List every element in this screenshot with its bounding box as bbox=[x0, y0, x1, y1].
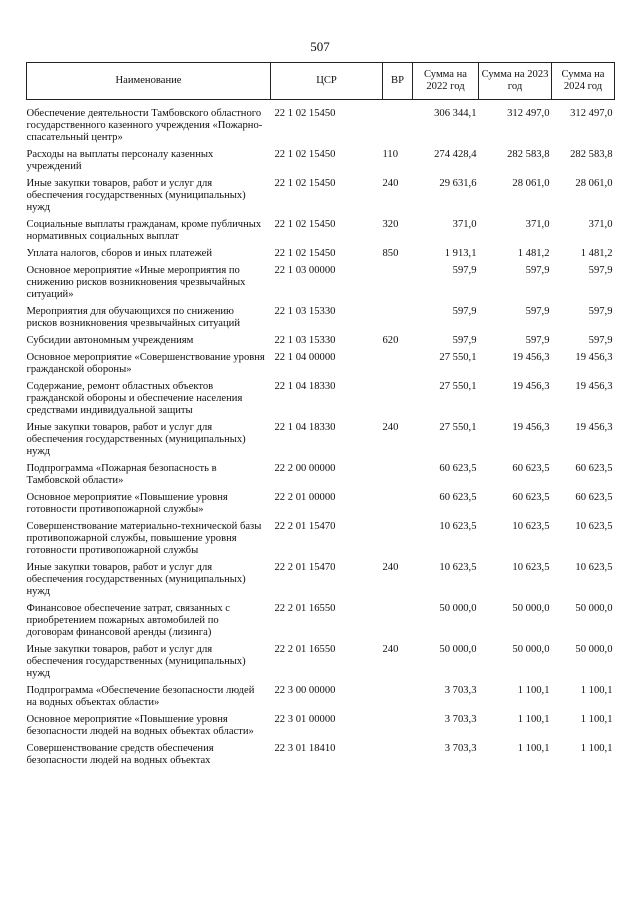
cell-sum-2023: 597,9 bbox=[525, 306, 550, 317]
cell-vr bbox=[383, 306, 413, 335]
cell-vr: 320 bbox=[382, 219, 399, 230]
cell-sum-2022: 29 631,6 bbox=[439, 178, 477, 189]
cell-sum-2022: 306 344,1 bbox=[434, 108, 477, 119]
cell-name: Субсидии автономным учреждениям bbox=[26, 335, 194, 346]
cell-vr bbox=[383, 100, 413, 150]
cell-sum-2022: 597,9 bbox=[452, 306, 477, 317]
table-row bbox=[27, 100, 615, 150]
cell-name: Основное мероприятие «Совершенствование уровня гражданской обороны» bbox=[26, 352, 265, 375]
cell-name: Финансовое обеспечение затрат, связанных с приобретением пожарных автомобилей по договорам финансовой аренды (лизинга) bbox=[26, 603, 230, 638]
cell-sum-2023: 19 456,3 bbox=[512, 352, 550, 363]
cell-csr: 22 2 01 16550 bbox=[274, 644, 336, 655]
cell-sum-2022: 50 000,0 bbox=[439, 603, 477, 614]
cell-vr: 240 bbox=[382, 562, 399, 573]
cell-sum-2024: 1 481,2 bbox=[580, 248, 613, 259]
header-vr: ВР bbox=[383, 63, 413, 100]
cell-sum-2024: 371,0 bbox=[588, 219, 613, 230]
cell-sum-2024: 28 061,0 bbox=[575, 178, 613, 189]
cell-vr bbox=[383, 352, 413, 381]
cell-sum-2022: 27 550,1 bbox=[439, 352, 477, 363]
cell-csr: 22 2 01 15470 bbox=[274, 562, 336, 573]
cell-sum-2023: 50 000,0 bbox=[512, 603, 550, 614]
header-name: Наименование bbox=[27, 63, 271, 100]
cell-vr: 620 bbox=[382, 335, 399, 346]
cell-csr: 22 3 01 18410 bbox=[274, 743, 336, 754]
table-row bbox=[27, 685, 615, 714]
cell-name: Расходы на выплаты персоналу казенных учреждений bbox=[26, 149, 214, 172]
table-row bbox=[27, 521, 615, 562]
cell-sum-2023: 50 000,0 bbox=[512, 644, 550, 655]
cell-name: Социальные выплаты гражданам, кроме публичных нормативных социальных выплат bbox=[26, 219, 262, 242]
cell-sum-2022: 597,9 bbox=[452, 335, 477, 346]
page-number: 507 bbox=[310, 39, 330, 54]
cell-sum-2023: 10 623,5 bbox=[512, 562, 550, 573]
cell-sum-2022: 50 000,0 bbox=[439, 644, 477, 655]
cell-name: Подпрограмма «Пожарная безопасность в Тамбовской области» bbox=[26, 463, 217, 486]
cell-sum-2024: 19 456,3 bbox=[575, 422, 613, 433]
cell-sum-2023: 282 583,8 bbox=[507, 149, 550, 160]
cell-vr bbox=[383, 603, 413, 644]
cell-vr: 240 bbox=[382, 644, 399, 655]
cell-sum-2022: 10 623,5 bbox=[439, 562, 477, 573]
cell-vr: 240 bbox=[382, 422, 399, 433]
cell-vr bbox=[383, 381, 413, 422]
cell-sum-2023: 1 100,1 bbox=[517, 714, 550, 725]
cell-vr bbox=[383, 685, 413, 714]
cell-sum-2024: 50 000,0 bbox=[575, 603, 613, 614]
cell-sum-2022: 1 913,1 bbox=[444, 248, 477, 259]
table-row bbox=[27, 422, 615, 463]
cell-name: Основное мероприятие «Иные мероприятия по снижению рисков возникновения чрезвычайных ситуаций» bbox=[26, 265, 246, 300]
cell-sum-2024: 10 623,5 bbox=[575, 562, 613, 573]
cell-sum-2024: 597,9 bbox=[588, 335, 613, 346]
cell-sum-2023: 1 100,1 bbox=[517, 743, 550, 754]
header-year-2022: Сумма на 2022 год bbox=[413, 63, 479, 100]
cell-sum-2022: 3 703,3 bbox=[444, 714, 477, 725]
cell-csr: 22 3 00 00000 bbox=[274, 685, 336, 696]
cell-csr: 22 1 03 15330 bbox=[274, 335, 336, 346]
cell-vr bbox=[383, 265, 413, 306]
table-row bbox=[27, 603, 615, 644]
cell-sum-2023: 19 456,3 bbox=[512, 422, 550, 433]
cell-sum-2022: 274 428,4 bbox=[434, 149, 477, 160]
cell-name: Обеспечение деятельности Тамбовского областного государственного казенного учреждения «Пожарно-спасательный центр» bbox=[26, 108, 263, 143]
table-row bbox=[27, 463, 615, 492]
cell-sum-2022: 60 623,5 bbox=[439, 492, 477, 503]
cell-vr bbox=[383, 714, 413, 743]
cell-vr bbox=[383, 492, 413, 521]
table-row bbox=[27, 381, 615, 422]
cell-csr: 22 1 04 18330 bbox=[274, 422, 336, 433]
cell-sum-2023: 597,9 bbox=[525, 265, 550, 276]
cell-vr bbox=[383, 743, 413, 772]
cell-name: Подпрограмма «Обеспечение безопасности людей на водных объектах области» bbox=[26, 685, 255, 708]
table-row bbox=[27, 219, 615, 248]
header-year-2023: Сумма на 2023 год bbox=[479, 63, 552, 100]
cell-sum-2024: 312 497,0 bbox=[570, 108, 613, 119]
cell-sum-2024: 282 583,8 bbox=[570, 149, 613, 160]
cell-name: Совершенствование средств обеспечения безопасности людей на водных объектах bbox=[26, 743, 214, 766]
cell-csr: 22 1 03 00000 bbox=[274, 265, 336, 276]
cell-sum-2024: 1 100,1 bbox=[580, 714, 613, 725]
cell-name: Иные закупки товаров, работ и услуг для обеспечения государственных (муниципальных) нужд bbox=[26, 422, 246, 457]
cell-csr: 22 1 04 00000 bbox=[274, 352, 336, 363]
cell-sum-2022: 27 550,1 bbox=[439, 381, 477, 392]
cell-sum-2023: 10 623,5 bbox=[512, 521, 550, 532]
cell-sum-2023: 597,9 bbox=[525, 335, 550, 346]
cell-sum-2023: 371,0 bbox=[525, 219, 550, 230]
table-row bbox=[27, 248, 615, 265]
cell-csr: 22 1 02 15450 bbox=[274, 149, 336, 160]
cell-name: Основное мероприятие «Повышение уровня готовности противопожарной службы» bbox=[26, 492, 228, 515]
cell-sum-2024: 50 000,0 bbox=[575, 644, 613, 655]
cell-csr: 22 1 04 18330 bbox=[274, 381, 336, 392]
cell-sum-2024: 60 623,5 bbox=[575, 492, 613, 503]
cell-csr: 22 3 01 00000 bbox=[274, 714, 336, 725]
cell-sum-2024: 1 100,1 bbox=[580, 685, 613, 696]
cell-sum-2023: 60 623,5 bbox=[512, 492, 550, 503]
cell-sum-2022: 27 550,1 bbox=[439, 422, 477, 433]
table-body bbox=[27, 100, 615, 773]
cell-sum-2023: 1 100,1 bbox=[517, 685, 550, 696]
cell-name: Иные закупки товаров, работ и услуг для обеспечения государственных (муниципальных) нужд bbox=[26, 178, 246, 213]
cell-sum-2022: 3 703,3 bbox=[444, 685, 477, 696]
cell-name: Иные закупки товаров, работ и услуг для обеспечения государственных (муниципальных) нужд bbox=[26, 644, 246, 679]
table-row bbox=[27, 149, 615, 178]
cell-name: Иные закупки товаров, работ и услуг для обеспечения государственных (муниципальных) нужд bbox=[26, 562, 246, 597]
cell-name: Уплата налогов, сборов и иных платежей bbox=[26, 248, 213, 259]
table-row bbox=[27, 178, 615, 219]
cell-vr bbox=[383, 521, 413, 562]
cell-csr: 22 2 01 15470 bbox=[274, 521, 336, 532]
cell-sum-2024: 597,9 bbox=[588, 306, 613, 317]
cell-sum-2022: 597,9 bbox=[452, 265, 477, 276]
cell-csr: 22 1 02 15450 bbox=[274, 178, 336, 189]
cell-sum-2022: 10 623,5 bbox=[439, 521, 477, 532]
cell-sum-2024: 19 456,3 bbox=[575, 381, 613, 392]
cell-sum-2022: 371,0 bbox=[452, 219, 477, 230]
header-csr: ЦСР bbox=[271, 63, 383, 100]
cell-csr: 22 1 02 15450 bbox=[274, 108, 336, 119]
cell-sum-2022: 3 703,3 bbox=[444, 743, 477, 754]
cell-sum-2023: 19 456,3 bbox=[512, 381, 550, 392]
cell-csr: 22 2 01 16550 bbox=[274, 603, 336, 614]
table-row bbox=[27, 492, 615, 521]
cell-vr: 240 bbox=[382, 178, 399, 189]
cell-sum-2023: 1 481,2 bbox=[517, 248, 550, 259]
budget-table bbox=[26, 62, 615, 772]
cell-vr bbox=[383, 463, 413, 492]
table-row bbox=[27, 644, 615, 685]
cell-vr: 110 bbox=[382, 149, 398, 160]
cell-name: Содержание, ремонт областных объектов гражданской обороны и обеспечение населения средствами индивидуальной защиты bbox=[26, 381, 243, 416]
cell-csr: 22 1 02 15450 bbox=[274, 248, 336, 259]
cell-sum-2024: 597,9 bbox=[588, 265, 613, 276]
cell-sum-2024: 10 623,5 bbox=[575, 521, 613, 532]
cell-vr: 850 bbox=[382, 248, 399, 259]
table-row bbox=[27, 743, 615, 772]
cell-sum-2024: 19 456,3 bbox=[575, 352, 613, 363]
table-row bbox=[27, 306, 615, 335]
cell-sum-2023: 60 623,5 bbox=[512, 463, 550, 474]
cell-sum-2023: 28 061,0 bbox=[512, 178, 550, 189]
table-row bbox=[27, 562, 615, 603]
cell-csr: 22 2 00 00000 bbox=[274, 463, 336, 474]
cell-csr: 22 2 01 00000 bbox=[274, 492, 336, 503]
cell-sum-2024: 60 623,5 bbox=[575, 463, 613, 474]
table-header bbox=[27, 63, 615, 100]
cell-sum-2022: 60 623,5 bbox=[439, 463, 477, 474]
table-row bbox=[27, 714, 615, 743]
cell-name: Мероприятия для обучающихся по снижению рисков возникновения чрезвычайных ситуаций bbox=[26, 306, 241, 329]
cell-name: Совершенствование материально-технической базы противопожарной службы, повышение уровня готовности противопожарной службы bbox=[26, 521, 262, 556]
cell-name: Основное мероприятие «Повышение уровня безопасности людей на водных объектах области» bbox=[26, 714, 254, 737]
cell-sum-2023: 312 497,0 bbox=[507, 108, 550, 119]
table-row bbox=[27, 335, 615, 352]
header-year-2024: Сумма на 2024 год bbox=[552, 63, 615, 100]
cell-csr: 22 1 02 15450 bbox=[274, 219, 336, 230]
table-row bbox=[27, 265, 615, 306]
cell-csr: 22 1 03 15330 bbox=[274, 306, 336, 317]
cell-sum-2024: 1 100,1 bbox=[580, 743, 613, 754]
table-row bbox=[27, 352, 615, 381]
